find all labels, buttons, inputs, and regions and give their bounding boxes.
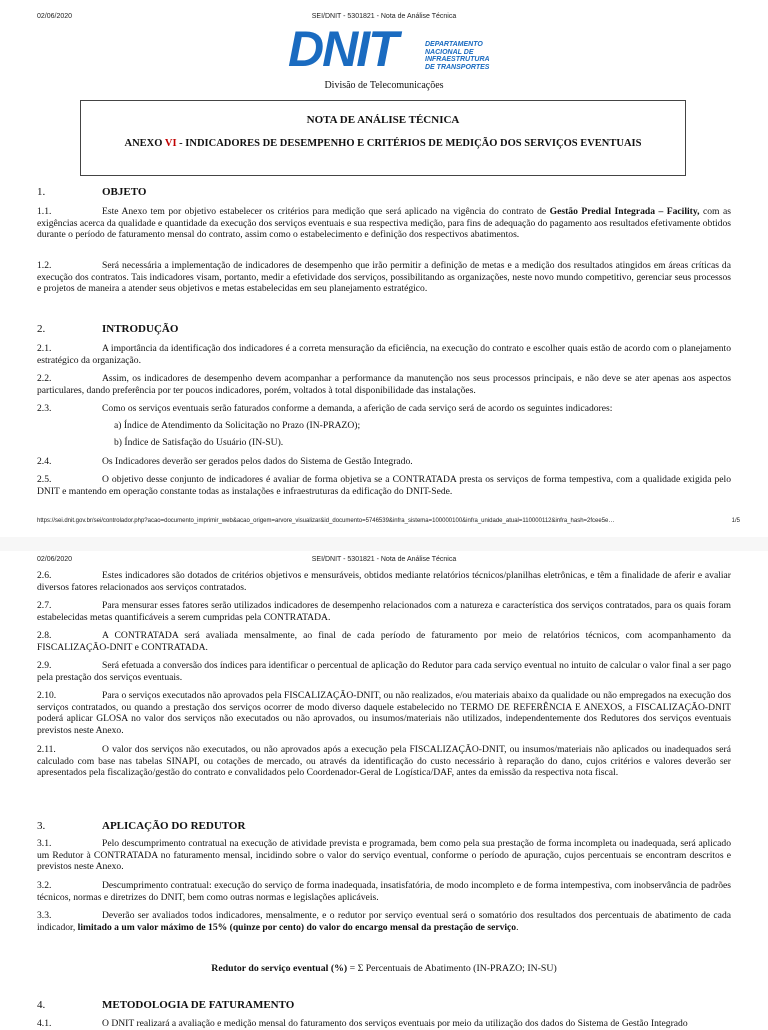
paragraph-2-6: 2.6. Estes indicadores são dotados de critérios objetivos e mensuráveis, obtidos mediante relatórios técnicos/planilhas eletrônicas, e têm a finalidade de aferir e avaliar diversos fatores relacionados aos serviços contratados. — [37, 570, 731, 593]
title-box — [80, 100, 686, 176]
paragraph-2-4: 2.4. Os Indicadores deverão ser gerados pelos dados do Sistema de Gestão Integrado. — [37, 456, 413, 467]
section-1-heading: 1. OBJETO — [37, 186, 147, 198]
paragraph-1-2: 1.2. Será necessária a implementação de indicadores de desempenho que irão permitir a definição de metas e a medição dos resultados atingidos em áreas críticas da execução dos contratos. Tais indicadores visam, portanto, medir a efetividade dos serviços, possibilitando as organizações, neste novo mundo competitivo, gerenciar seus processos e projetos de maneira a atender seus objetivos e metas estabelecidas em seu planejamento estratégico. — [37, 260, 731, 295]
paragraph-2-9: 2.9. Será efetuada a conversão dos índices para identificar o percentual de aplicação do Redutor para cada serviço eventual no intuito de calcular o valor final a ser pago pela prestação dos serviços eventuais. — [37, 660, 731, 683]
division-name: Divisão de Telecomunicações — [324, 80, 444, 91]
footer-url: https://sei.dnit.gov.br/sei/controlador.php?acao=documento_imprimir_web&acao_origem=arvore_visualizar&id_documento=5746539&infra_sistema=100000100&infra_unidade_atual=110000112&infra_hash=2fcee5e… — [37, 518, 615, 524]
paragraph-3-1: 3.1. Pelo descumprimento contratual na execução de atividade prevista e programada, bem como pela sua prestação de forma incompleta ou inadequada, será aplicado um Redutor à CONTRATADA no faturamento mensal, incidindo sobre o valor do serviço eventual, conforme o período de apuração, cujos percentuais se encontram descritos e previstos neste Anexo. — [37, 838, 731, 873]
list-item-in-prazo: a) Índice de Atendimento da Solicitação no Prazo (IN-PRAZO); — [114, 420, 361, 431]
paragraph-2-11: 2.11. O valor dos serviços não executados, ou não aprovados após a execução pela FISCALIZAÇÃO-DNIT, ou insumos/materiais não aplicados ou inadequados será calculado com base nas tabelas SINAPI, ou cotações de mercado, ou através da identificação do custo necessário à reparação do dano, cujos critérios e valores deverão ser apresentados pela fiscalização/gestão do contrato e convalidados pelo Coordenador-Geral de Logística/DAF, antes da emissão da respectiva nota fiscal. — [37, 744, 731, 779]
paragraph-2-7: 2.7. Para mensurar esses fatores serão utilizados indicadores de desempenho relacionados com a natureza e característica dos serviços contratados, para os quais foram estabelecidas metas quantificáveis a serem cumpridas pela CONTRATADA. — [37, 600, 731, 623]
paragraph-2-8: 2.8. A CONTRATADA será avaliada mensalmente, ao final de cada período de faturamento por meio de relatórios técnicos, com acompanhamento da FISCALIZAÇÃO-DNIT e CONTRATADA. — [37, 630, 731, 653]
paragraph-4-1: 4.1. O DNIT realizará a avaliação e medição mensal do faturamento dos serviços eventuais por meio da utilização dos dados do Sistema de Gestão Integrado — [37, 1018, 688, 1029]
section-2-heading: 2. INTRODUÇÃO — [37, 323, 179, 335]
logo-subtitle: DEPARTAMENTO NACIONAL DE INFRAESTRUTURA DE TRANSPORTES — [425, 41, 490, 71]
footer-page-number: 1/5 — [731, 518, 740, 524]
paragraph-2-10: 2.10. Para o serviços executados não aprovados pela FISCALIZAÇÃO-DNIT, ou não realizados, e/ou materiais abaixo da qualidade ou não empregados na execução dos serviços contratados, ou quando a prestação dos serviços ocorrer de modo diverso daquele estabelecido no TERMO DE REFERÊNCIA E ANEXOS, a FISCALIZAÇÃO-DNIT poderá aplicar GLOSA no valor dos serviços não executados ou não aprovados, ou insumos/materiais não utilizados, independentemente dos Redutores dos serviços eventuais previstos neste Anexo. — [37, 690, 731, 736]
paragraph-3-3: 3.3. Deverão ser avaliados todos indicadores, mensalmente, e o redutor por serviço eventual será o somatório dos resultados dos percentuais de abatimento de cada indicador, limitado a um valor máximo de 15% (quinze por cento) do valor do encargo mensal da prestação de serviço. — [37, 910, 731, 933]
redutor-formula: Redutor do serviço eventual (%) = Σ Percentuais de Abatimento (IN-PRAZO; IN-SU) — [211, 963, 557, 974]
dnit-logo — [288, 21, 490, 77]
paragraph-2-2: 2.2. Assim, os indicadores de desempenho devem acompanhar a performance da manutenção nos seus processos principais, e não deve se ater apenas aos aspectos particulares, dando preferência por ter poucos indicadores, porém, voltados à total disponibilidade das instalações. — [37, 373, 731, 396]
annex-title: ANEXO VI - INDICADORES DE DESEMPENHO E CRITÉRIOS DE MEDIÇÃO DOS SERVIÇOS EVENTUAIS — [124, 138, 642, 149]
document-title: NOTA DE ANÁLISE TÉCNICA — [306, 114, 460, 126]
print-date-page-2: 02/06/2020 — [37, 556, 73, 563]
paragraph-1-1: 1.1. Este Anexo tem por objetivo estabelecer os critérios para medição que será aplicado na vigência do contrato de Gestão Predial Integrada – Facility, com as exigências acerca da qualidade e quantidade da execução dos serviços eventuais e sua respectiva medição, para fins de adequação do pagamento aos resultados efetivamente obtidos durante o período de faturamento mensal do contrato, assim como o estabelecimento e definição dos respectivos abatimentos. — [37, 206, 731, 241]
paragraph-2-3: 2.3. Como os serviços eventuais serão faturados conforme a demanda, a aferição de cada serviço será de acordo os seguintes indicadores: — [37, 403, 613, 414]
print-doc-ref-page-2: SEI/DNIT - 5301821 - Nota de Análise Técnica — [311, 556, 457, 563]
list-item-in-su: b) Índice de Satisfação do Usuário (IN-SU). — [114, 437, 284, 448]
section-4-heading: 4. METODOLOGIA DE FATURAMENTO — [37, 999, 295, 1011]
paragraph-2-1: 2.1. A importância da identificação dos indicadores é a correta mensuração da eficiência, na execução do contrato e escolher quais estão de acordo com o planejamento estratégico da organização. — [37, 343, 731, 366]
section-3-heading: 3. APLICAÇÃO DO REDUTOR — [37, 820, 246, 832]
logo-wordmark: DNIT — [288, 21, 397, 77]
paragraph-3-2: 3.2. Descumprimento contratual: execução do serviço de forma inadequada, insatisfatória, de modo incompleto e de forma intempestiva, com inobservância de padrões técnicos, normas e diretrizes do DNIT, bem como outras normas e legislações aplicáveis. — [37, 880, 731, 903]
paragraph-2-5: 2.5. O objetivo desse conjunto de indicadores é avaliar de forma objetiva se a CONTRATADA presta os serviços de forma tempestiva, com a qualidade exigida pelo DNIT e mantendo em operação constante todas as instalações e infraestruturas da edificação do DNIT-Sede. — [37, 474, 731, 497]
print-doc-ref: SEI/DNIT - 5301821 - Nota de Análise Técnica — [311, 13, 457, 20]
print-date: 02/06/2020 — [37, 13, 73, 20]
print-footer — [37, 518, 740, 524]
page-separator — [0, 537, 768, 551]
